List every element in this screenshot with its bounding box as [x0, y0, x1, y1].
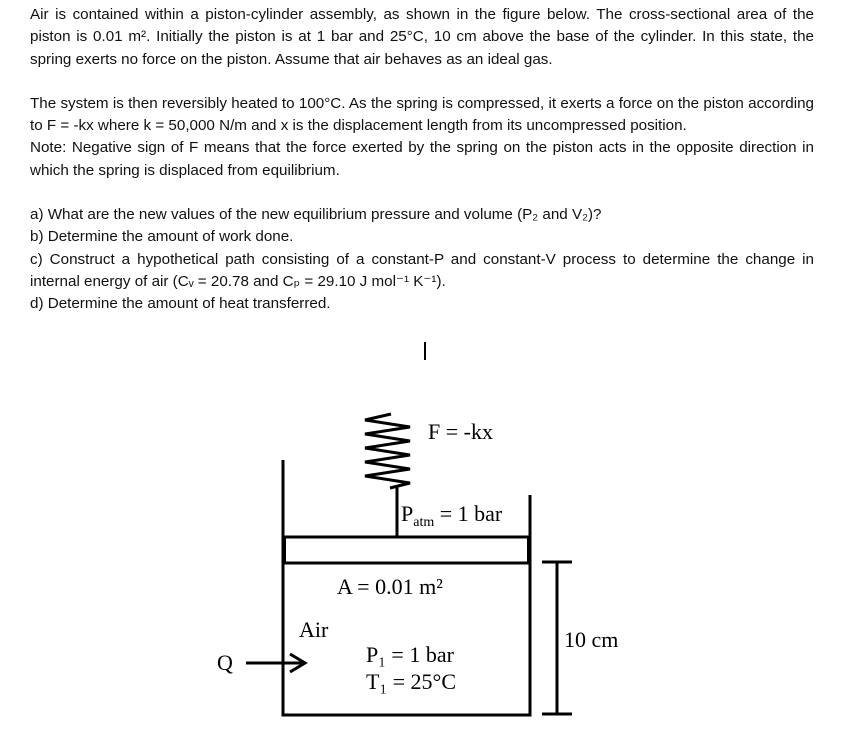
- note-paragraph: Note: Negative sign of F means that the force exerted by the spring on the piston acts in the opposite direction in which the spring is displaced from equilibrium.: [30, 139, 814, 179]
- patm-main: P: [401, 501, 414, 526]
- spring: [365, 414, 410, 488]
- piston: [285, 537, 529, 563]
- p1-label: P₁ = 1 bar: [366, 642, 454, 667]
- height-label: 10 cm: [564, 627, 619, 652]
- patm-rest: = 1 bar: [434, 501, 503, 526]
- t1-label: T₁ = 25°C: [366, 669, 456, 694]
- air-label: Air: [299, 617, 329, 642]
- area-label: A = 0.01 m²: [337, 574, 443, 599]
- question-c: c) Construct a hypothetical path consisting of a constant-P and constant-V process to determine the change in internal energy of air (Cᵥ = 20.78 and Cₚ = 29.10 J mol⁻¹ K⁻¹).: [30, 250, 814, 290]
- question-d: d) Determine the amount of heat transferred.: [30, 295, 331, 313]
- force-label: F = -kx: [428, 419, 493, 444]
- question-a: a) What are the new values of the new equilibrium pressure and volume (P₂ and V₂)?: [30, 206, 602, 224]
- patm-sub: atm: [413, 515, 435, 530]
- heat-label: Q: [217, 650, 233, 675]
- intro-paragraph: Air is contained within a piston-cylinder assembly, as shown in the figure below. The cross-sectional area of the piston is 0.01 m². Initially the piston is at 1 bar and 25°C, 10 cm above the base of the cylinder. In this state, the spring exerts no force on the piston. Assume that air behaves as an ideal gas.: [30, 6, 814, 68]
- heating-paragraph: The system is then reversibly heated to 100°C. As the spring is compressed, it exerts a force on the piston according to F = -kx where k = 50,000 N/m and x is the displacement length from its uncompressed position.: [30, 94, 814, 135]
- patm-label: [401, 501, 503, 530]
- question-b: b) Determine the amount of work done.: [30, 228, 294, 246]
